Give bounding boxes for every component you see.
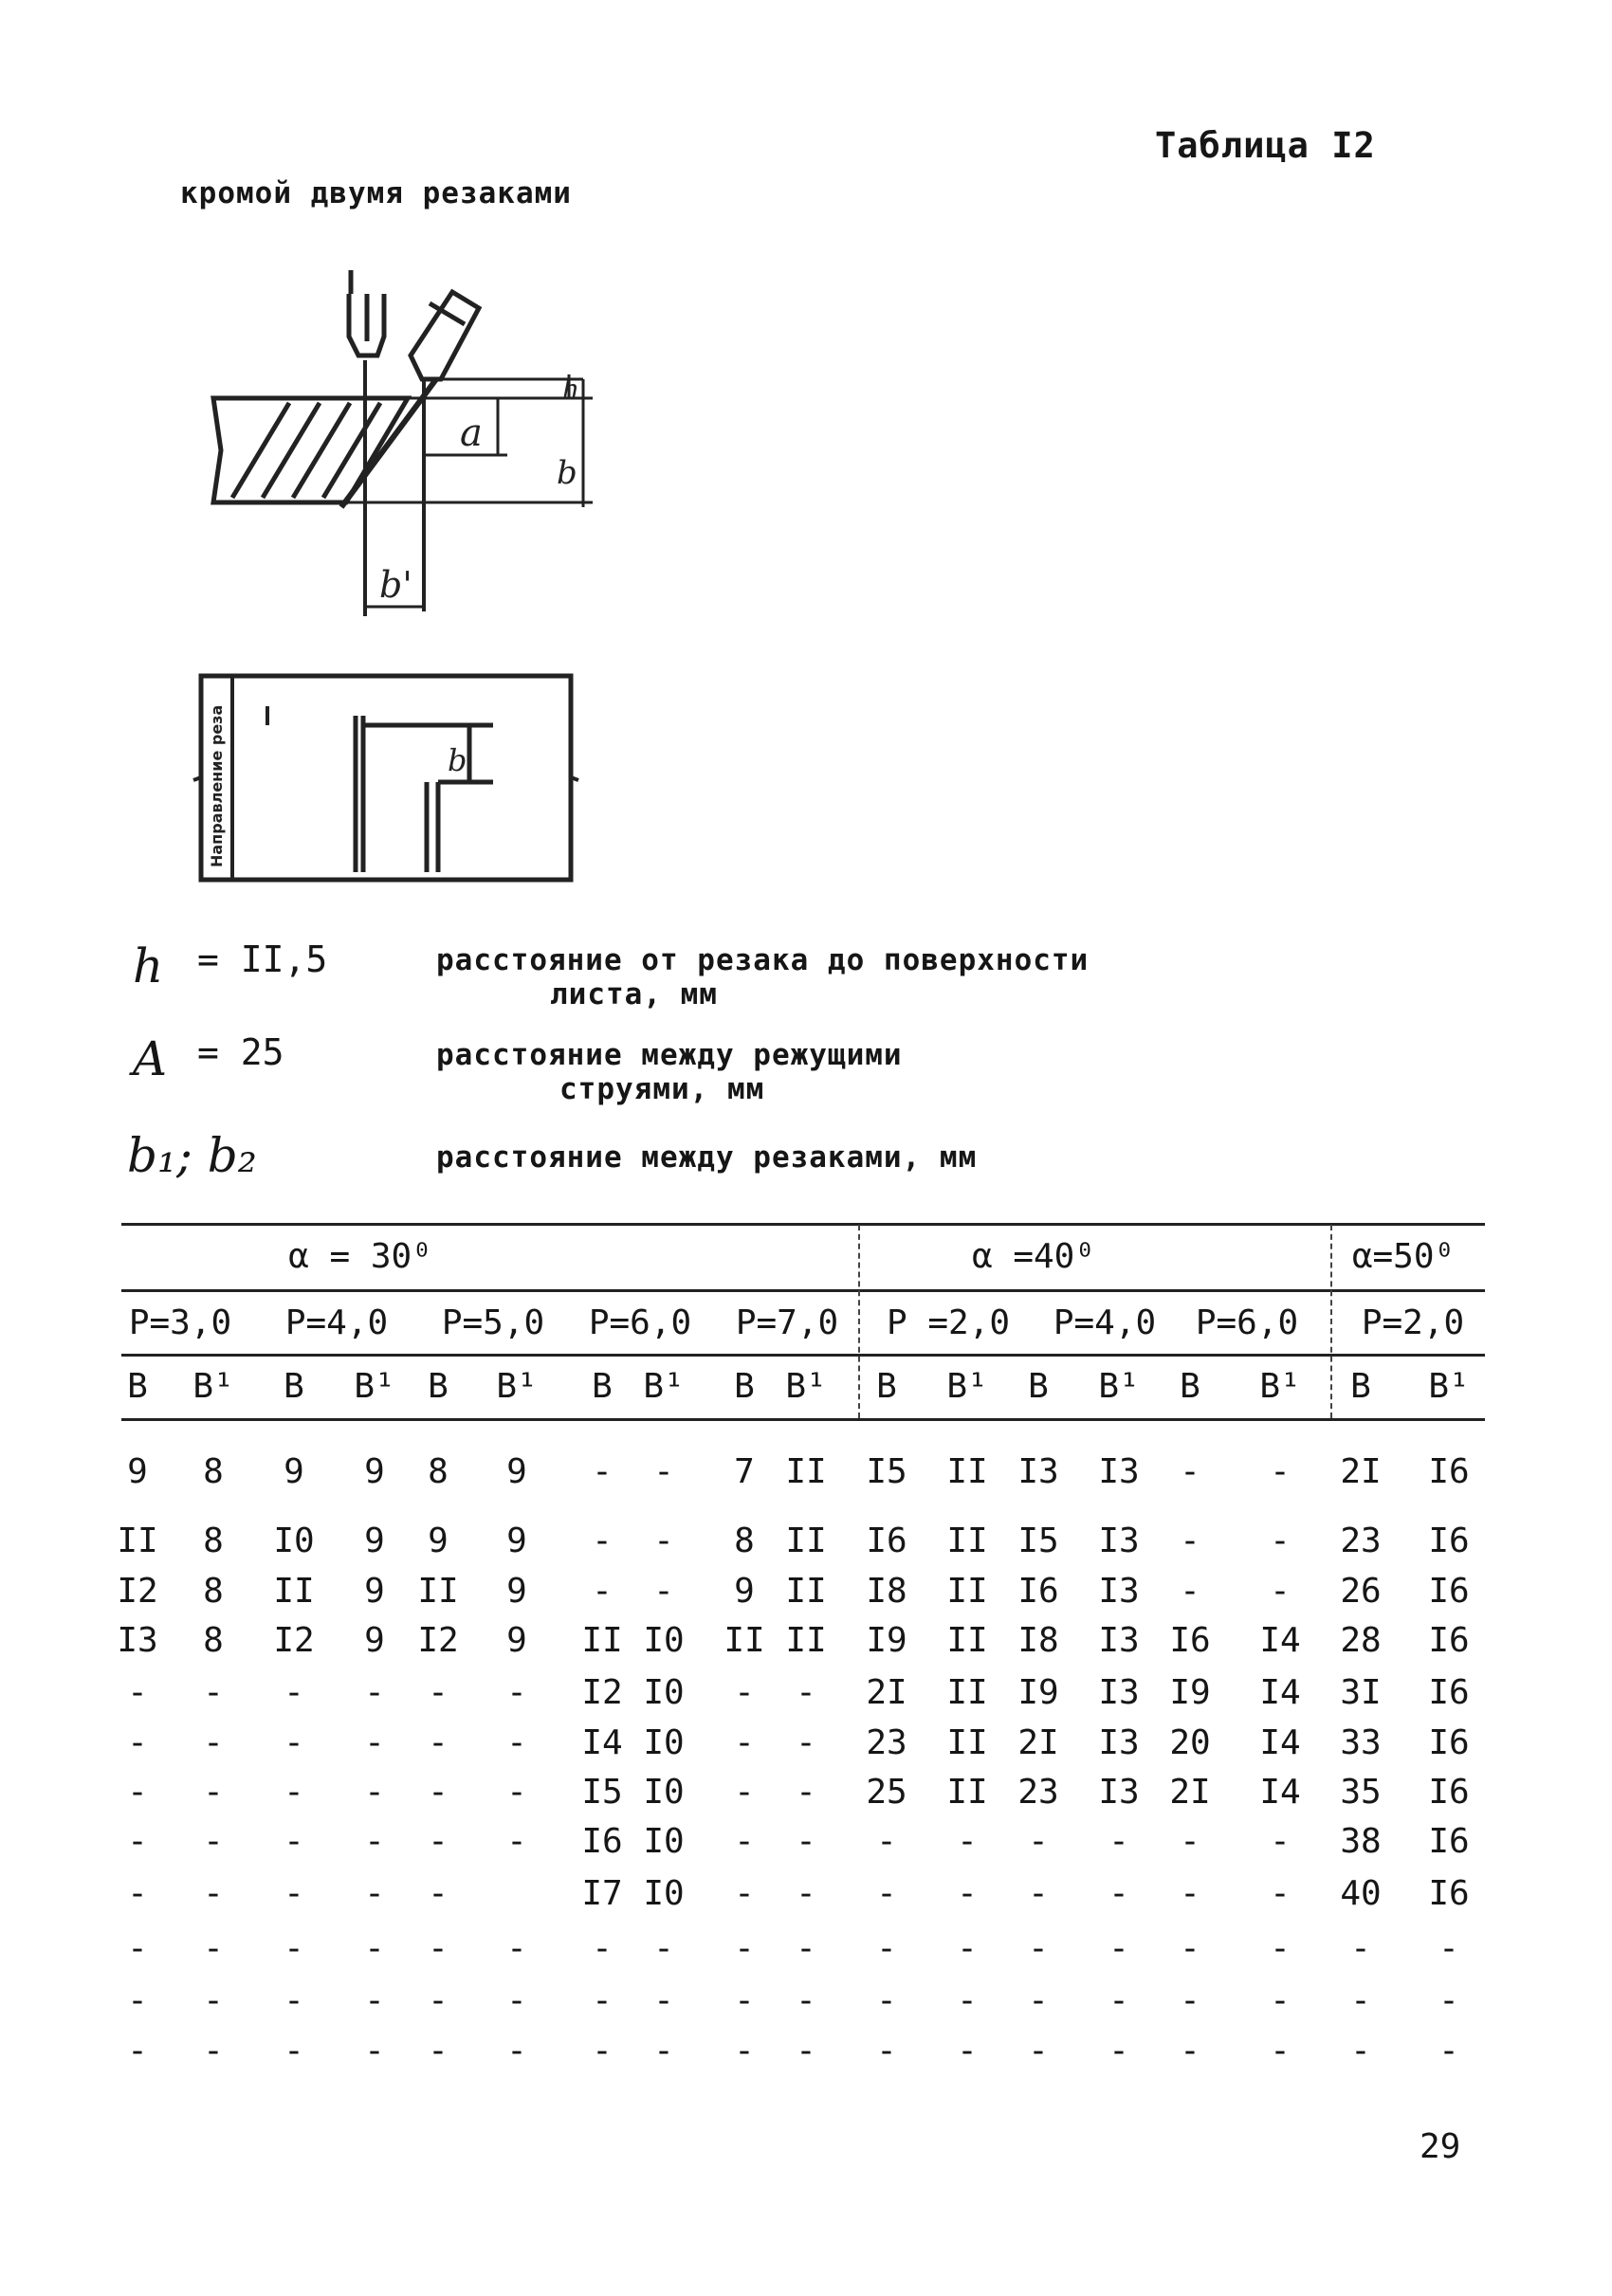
- table-cell: -: [734, 1929, 755, 1968]
- table-cell: -: [506, 1822, 527, 1861]
- table-cell: 9: [364, 1621, 385, 1660]
- p-header-cell: P =2,0: [886, 1303, 1011, 1342]
- table-cell: -: [127, 1773, 148, 1812]
- table-cell: -: [1270, 1822, 1291, 1861]
- table-cell: -: [1270, 1929, 1291, 1968]
- table-cell: -: [127, 1723, 148, 1762]
- plan-dim-b-label: b: [448, 742, 467, 778]
- p-header-cell: P=4,0: [1053, 1303, 1157, 1342]
- table-cell: -: [364, 1874, 385, 1913]
- p-header-cell: P=4,0: [284, 1303, 389, 1342]
- table-cell: -: [653, 1572, 674, 1611]
- table-cell: -: [1270, 1452, 1291, 1491]
- table-cell: -: [1108, 1929, 1129, 1968]
- table-cell: I3: [1098, 1673, 1140, 1712]
- table-cell: II: [785, 1522, 827, 1560]
- table-cell: -: [592, 1981, 613, 2020]
- table-cell: I8: [866, 1572, 907, 1611]
- table-cell: -: [592, 1572, 613, 1611]
- table-cell: -: [796, 2032, 816, 2070]
- table-cell: -: [127, 1929, 148, 1968]
- table-cell: -: [876, 1822, 897, 1861]
- table-cell: -: [1180, 1452, 1200, 1491]
- table-cell: I8: [1017, 1621, 1059, 1660]
- table-cell: I7: [581, 1874, 623, 1913]
- table-cell: I4: [1259, 1723, 1301, 1762]
- label-h: h: [562, 374, 580, 405]
- table-cell: -: [1270, 2032, 1291, 2070]
- table-cell: I6: [1428, 1522, 1470, 1560]
- table-cell: II: [946, 1723, 988, 1762]
- table-cell: -: [428, 1822, 449, 1861]
- table-cell: -: [1180, 1981, 1200, 2020]
- alpha-header-50: α=50⁰: [1351, 1237, 1456, 1276]
- table-cell: -: [364, 1673, 385, 1712]
- table-cell: 23: [866, 1723, 907, 1762]
- table-cell: I4: [581, 1723, 623, 1762]
- table-cell: 25: [866, 1773, 907, 1812]
- table-cell: 9: [364, 1572, 385, 1611]
- table-cell: 8: [203, 1522, 224, 1560]
- p-header-cell: P=6,0: [1195, 1303, 1299, 1342]
- table-cell: 9: [734, 1572, 755, 1611]
- table-cell: 8: [428, 1452, 449, 1491]
- table-cell: -: [1180, 2032, 1200, 2070]
- page-number: 29: [1420, 2127, 1461, 2166]
- column-header-cell: B: [428, 1367, 449, 1406]
- table-cell: II: [273, 1572, 315, 1611]
- table-cell: -: [203, 1929, 224, 1968]
- table-cell: II: [785, 1452, 827, 1491]
- table-cell: -: [203, 1673, 224, 1712]
- table-cell: -: [876, 2032, 897, 2070]
- table-cell: I4: [1259, 1673, 1301, 1712]
- table-cell: I6: [1169, 1621, 1211, 1660]
- p-header-cell: P=6,0: [588, 1303, 692, 1342]
- table-rule-top: [121, 1223, 1485, 1226]
- table-cell: -: [364, 1822, 385, 1861]
- table-cell: -: [734, 2032, 755, 2070]
- table-cell: -: [1350, 1929, 1371, 1968]
- param-a-value: = 25: [197, 1031, 284, 1073]
- table-cell: -: [127, 1822, 148, 1861]
- column-header-cell: B: [1028, 1367, 1049, 1406]
- table-cell: -: [734, 1673, 755, 1712]
- column-header-cell: B¹: [785, 1367, 827, 1406]
- table-cell: -: [796, 1981, 816, 2020]
- table-cell: -: [284, 1673, 304, 1712]
- table-cell: -: [428, 1723, 449, 1762]
- table-cell: 2I: [1017, 1723, 1059, 1762]
- table-cell: I9: [1017, 1673, 1059, 1712]
- table-cell: 9: [506, 1621, 527, 1660]
- param-a-symbol: A: [133, 1031, 168, 1086]
- table-rule-cols: [121, 1418, 1485, 1421]
- table-cell: -: [957, 1981, 978, 2020]
- table-cell: -: [428, 1773, 449, 1812]
- table-cell: I6: [1428, 1452, 1470, 1491]
- table-cell: -: [506, 1981, 527, 2020]
- column-header-cell: B¹: [1428, 1367, 1470, 1406]
- table-cell: -: [284, 1929, 304, 1968]
- column-header-cell: B¹: [1259, 1367, 1301, 1406]
- table-cell: 26: [1340, 1572, 1382, 1611]
- table-cell: -: [1180, 1822, 1200, 1861]
- table-cell: -: [284, 1822, 304, 1861]
- table-cell: -: [653, 1522, 674, 1560]
- table-cell: -: [653, 1929, 674, 1968]
- table-cell: 7: [734, 1452, 755, 1491]
- table-cell: 3I: [1340, 1673, 1382, 1712]
- table-cell: -: [284, 1981, 304, 2020]
- table-cell: 23: [1017, 1773, 1059, 1812]
- table-cell: -: [127, 2032, 148, 2070]
- table-vrule-alpha-2: [1330, 1225, 1332, 1418]
- table-cell: -: [876, 1874, 897, 1913]
- table-cell: -: [592, 1929, 613, 1968]
- table-cell: -: [203, 1981, 224, 2020]
- table-cell: -: [203, 1723, 224, 1762]
- table-cell: II: [117, 1522, 158, 1560]
- column-header-cell: B¹: [1098, 1367, 1140, 1406]
- table-cell: 9: [506, 1452, 527, 1491]
- table-cell: I4: [1259, 1773, 1301, 1812]
- table-cell: -: [1180, 1874, 1200, 1913]
- table-cell: -: [1438, 1929, 1459, 1968]
- label-b: b: [557, 454, 577, 492]
- cut-direction-label: Направление реза: [208, 704, 226, 867]
- p-header-cell: P=2,0: [1361, 1303, 1465, 1342]
- table-cell: -: [653, 1452, 674, 1491]
- table-cell: I2: [581, 1673, 623, 1712]
- table-cell: -: [1108, 2032, 1129, 2070]
- table-cell: -: [1350, 1981, 1371, 2020]
- table-cell: -: [1270, 1874, 1291, 1913]
- table-cell: -: [1270, 1522, 1291, 1560]
- table-cell: -: [1270, 1981, 1291, 2020]
- param-h-symbol: h: [133, 938, 164, 993]
- table-cell: I6: [1428, 1572, 1470, 1611]
- table-cell: II: [724, 1621, 765, 1660]
- column-header-cell: B: [284, 1367, 304, 1406]
- table-cell: -: [957, 1929, 978, 1968]
- alpha-header-40: α =40⁰: [971, 1237, 1096, 1276]
- table-cell: -: [1028, 2032, 1049, 2070]
- table-cell: II: [946, 1621, 988, 1660]
- table-number: Таблица I2: [1155, 125, 1376, 166]
- table-cell: I9: [866, 1621, 907, 1660]
- column-header-cell: B: [876, 1367, 897, 1406]
- table-cell: -: [734, 1773, 755, 1812]
- table-cell: -: [203, 1874, 224, 1913]
- table-cell: -: [957, 1874, 978, 1913]
- column-header-cell: B: [734, 1367, 755, 1406]
- table-cell: -: [1028, 1822, 1049, 1861]
- table-cell: I6: [1428, 1621, 1470, 1660]
- table-cell: 2I: [1169, 1773, 1211, 1812]
- table-cell: -: [364, 1929, 385, 1968]
- table-cell: -: [506, 1773, 527, 1812]
- table-cell: -: [506, 2032, 527, 2070]
- column-header-cell: B¹: [354, 1367, 395, 1406]
- table-cell: -: [1270, 1572, 1291, 1611]
- table-cell: I3: [1017, 1452, 1059, 1491]
- table-cell: -: [127, 1673, 148, 1712]
- table-cell: -: [1438, 1981, 1459, 2020]
- table-cell: I5: [1017, 1522, 1059, 1560]
- table-cell: -: [734, 1981, 755, 2020]
- table-cell: -: [734, 1723, 755, 1762]
- table-cell: I4: [1259, 1621, 1301, 1660]
- table-cell: -: [592, 1452, 613, 1491]
- table-cell: -: [1438, 2032, 1459, 2070]
- table-cell: II: [417, 1572, 459, 1611]
- table-cell: 9: [428, 1522, 449, 1560]
- table-cell: I3: [1098, 1773, 1140, 1812]
- table-cell: -: [428, 1874, 449, 1913]
- table-cell: 33: [1340, 1723, 1382, 1762]
- table-cell: I3: [1098, 1522, 1140, 1560]
- column-header-cell: B: [127, 1367, 148, 1406]
- table-cell: -: [1350, 2032, 1371, 2070]
- table-cell: II: [946, 1673, 988, 1712]
- table-cell: 28: [1340, 1621, 1382, 1660]
- table-cell: I6: [1428, 1723, 1470, 1762]
- table-cell: -: [734, 1822, 755, 1861]
- column-header-cell: B: [592, 1367, 613, 1406]
- param-h-desc: расстояние от резака до поверхности листа, мм: [436, 943, 1090, 1011]
- table-cell: -: [796, 1723, 816, 1762]
- param-b-symbol: b₁; b₂: [127, 1128, 257, 1183]
- table-cell: -: [1180, 1522, 1200, 1560]
- table-cell: 8: [203, 1452, 224, 1491]
- table-cell: -: [506, 1929, 527, 1968]
- p-header-cell: P=3,0: [128, 1303, 232, 1342]
- table-cell: -: [796, 1822, 816, 1861]
- table-cell: 9: [127, 1452, 148, 1491]
- table-cell: 38: [1340, 1822, 1382, 1861]
- p-header-cell: P=5,0: [441, 1303, 545, 1342]
- table-cell: -: [428, 1673, 449, 1712]
- table-cell: 20: [1169, 1723, 1211, 1762]
- table-cell: -: [127, 1874, 148, 1913]
- table-cell: -: [284, 1773, 304, 1812]
- column-header-cell: B: [1180, 1367, 1200, 1406]
- column-header-cell: B¹: [496, 1367, 538, 1406]
- table-cell: I6: [581, 1822, 623, 1861]
- table-cell: -: [734, 1874, 755, 1913]
- table-rule-p: [121, 1354, 1485, 1357]
- column-header-cell: B¹: [643, 1367, 685, 1406]
- table-cell: I6: [1428, 1874, 1470, 1913]
- param-a-desc: расстояние между режущими струями, мм: [436, 1038, 903, 1106]
- table-cell: I3: [1098, 1452, 1140, 1491]
- table-cell: II: [946, 1773, 988, 1812]
- table-cell: -: [796, 1929, 816, 1968]
- table-cell: 8: [203, 1572, 224, 1611]
- table-cell: -: [364, 1981, 385, 2020]
- table-cell: -: [127, 1981, 148, 2020]
- table-cell: II: [785, 1621, 827, 1660]
- table-cell: -: [957, 2032, 978, 2070]
- table-cell: I5: [581, 1773, 623, 1812]
- table-cell: 8: [734, 1522, 755, 1560]
- table-cell: 2I: [866, 1673, 907, 1712]
- table-cell: -: [876, 1981, 897, 2020]
- table-cell: II: [946, 1522, 988, 1560]
- table-cell: -: [1028, 1981, 1049, 2020]
- table-cell: I6: [1428, 1773, 1470, 1812]
- page-subtitle: кромой двумя резаками: [180, 176, 572, 210]
- table-cell: II: [946, 1572, 988, 1611]
- table-cell: -: [203, 1822, 224, 1861]
- table-cell: -: [592, 1522, 613, 1560]
- table-cell: I6: [866, 1522, 907, 1560]
- table-cell: I2: [273, 1621, 315, 1660]
- table-cell: I3: [1098, 1621, 1140, 1660]
- table-cell: -: [284, 1723, 304, 1762]
- table-cell: I2: [117, 1572, 158, 1611]
- label-b-prime: b': [379, 564, 412, 606]
- table-cell: I3: [117, 1621, 158, 1660]
- table-cell: -: [653, 2032, 674, 2070]
- table-cell: -: [506, 1673, 527, 1712]
- table-cell: I0: [643, 1621, 685, 1660]
- table-cell: 9: [284, 1452, 304, 1491]
- table-cell: I2: [417, 1621, 459, 1660]
- column-header-cell: B: [1350, 1367, 1371, 1406]
- table-cell: -: [428, 2032, 449, 2070]
- alpha-header-30: α = 30⁰: [288, 1237, 432, 1276]
- table-cell: -: [284, 1874, 304, 1913]
- table-cell: I0: [643, 1673, 685, 1712]
- table-cell: -: [1180, 1572, 1200, 1611]
- table-cell: 2I: [1340, 1452, 1382, 1491]
- table-cell: I3: [1098, 1572, 1140, 1611]
- column-header-cell: B¹: [946, 1367, 988, 1406]
- table-cell: 35: [1340, 1773, 1382, 1812]
- table-cell: 9: [506, 1572, 527, 1611]
- table-cell: -: [428, 1981, 449, 2020]
- table-cell: -: [796, 1874, 816, 1913]
- table-cell: I5: [866, 1452, 907, 1491]
- table-cell: -: [203, 2032, 224, 2070]
- table-cell: -: [1108, 1874, 1129, 1913]
- column-header-cell: B¹: [192, 1367, 234, 1406]
- table-cell: -: [1108, 1981, 1129, 2020]
- table-cell: -: [428, 1929, 449, 1968]
- table-cell: 8: [203, 1621, 224, 1660]
- table-cell: 9: [364, 1452, 385, 1491]
- p-header-cell: P=7,0: [735, 1303, 839, 1342]
- table-cell: I0: [273, 1522, 315, 1560]
- table-cell: I6: [1428, 1673, 1470, 1712]
- label-a: a: [460, 411, 483, 455]
- table-cell: -: [653, 1981, 674, 2020]
- table-cell: -: [1028, 1929, 1049, 1968]
- table-cell: 9: [506, 1522, 527, 1560]
- table-cell: -: [796, 1673, 816, 1712]
- table-cell: -: [1108, 1822, 1129, 1861]
- table-cell: I0: [643, 1822, 685, 1861]
- param-b-desc: расстояние между резаками, мм: [436, 1140, 978, 1175]
- table-cell: I0: [643, 1723, 685, 1762]
- table-cell: II: [785, 1572, 827, 1611]
- param-h-value: = II,5: [197, 938, 328, 980]
- table-cell: -: [364, 2032, 385, 2070]
- table-cell: 9: [364, 1522, 385, 1560]
- table-cell: I3: [1098, 1723, 1140, 1762]
- table-cell: I0: [643, 1874, 685, 1913]
- table-cell: II: [581, 1621, 623, 1660]
- table-cell: 23: [1340, 1522, 1382, 1560]
- table-cell: -: [1180, 1929, 1200, 1968]
- table-cell: -: [364, 1723, 385, 1762]
- table-cell: -: [506, 1723, 527, 1762]
- table-cell: -: [876, 1929, 897, 1968]
- table-cell: -: [592, 2032, 613, 2070]
- table-vrule-alpha-1: [858, 1225, 860, 1418]
- table-cell: -: [1028, 1874, 1049, 1913]
- table-cell: -: [957, 1822, 978, 1861]
- table-cell: I0: [643, 1773, 685, 1812]
- table-cell: -: [203, 1773, 224, 1812]
- table-cell: -: [284, 2032, 304, 2070]
- table-rule-alpha: [121, 1289, 1485, 1292]
- table-cell: 40: [1340, 1874, 1382, 1913]
- table-cell: I9: [1169, 1673, 1211, 1712]
- table-cell: -: [364, 1773, 385, 1812]
- table-cell: I6: [1428, 1822, 1470, 1861]
- table-cell: I6: [1017, 1572, 1059, 1611]
- table-cell: -: [796, 1773, 816, 1812]
- table-cell: II: [946, 1452, 988, 1491]
